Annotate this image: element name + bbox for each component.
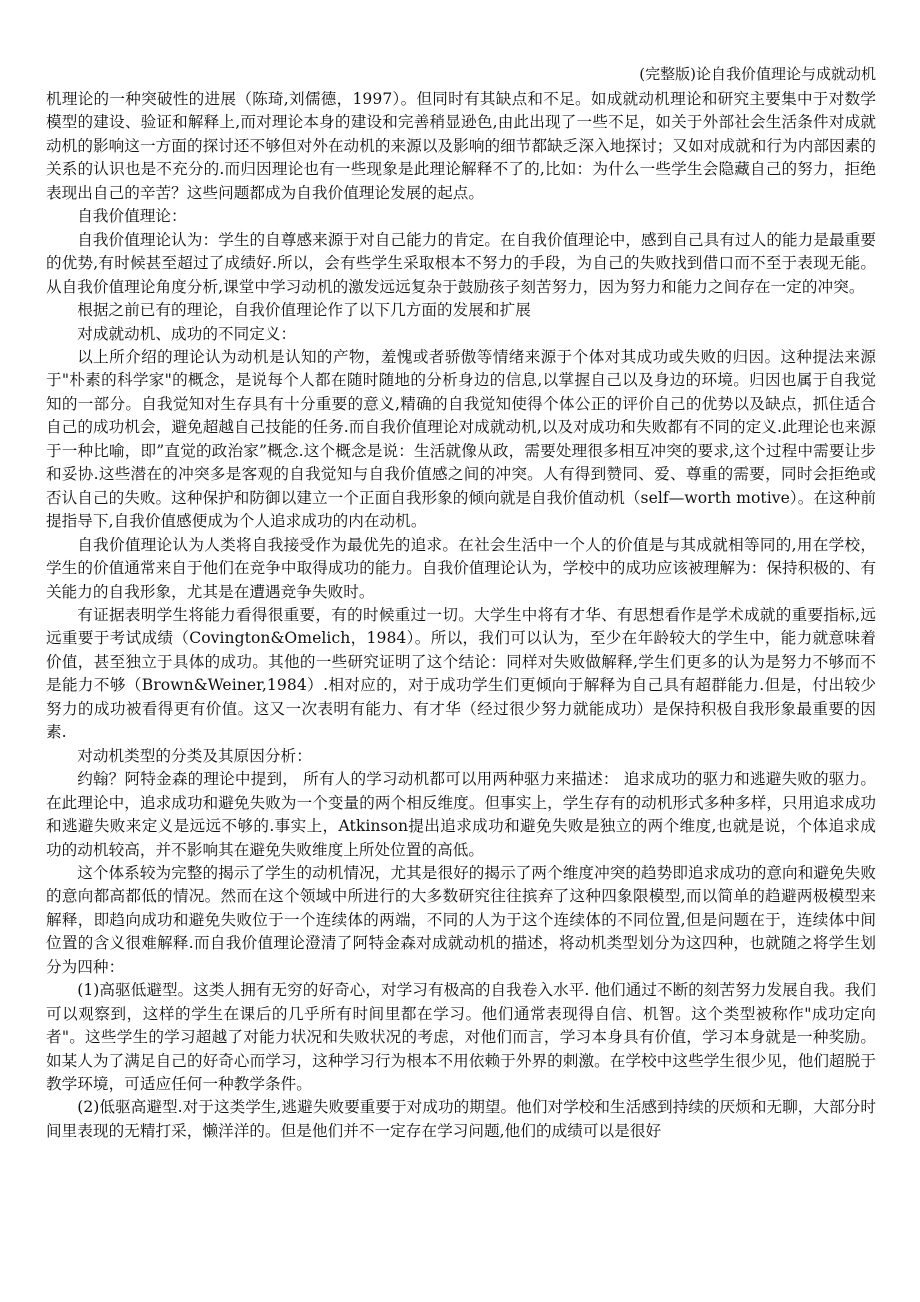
page-header-title: (完整版)论自我价值理论与成就动机 — [639, 65, 876, 83]
document-body — [46, 88, 876, 1143]
paragraph-attribution: 以上所介绍的理论认为动机是认知的产物，羞愧或者骄傲等情绪来源于个体对其成功或失败的归因。这种提法来源于"朴素的科学家"的概念，是说每个人都在随时随地的分析身边的信息,以掌握自己以及身边的环境。归因也属于自我觉知的一部分。自我觉知对生存具有十分重要的意义,精确的自我觉知使得个体公正的评价自己的优势以及缺点，抓住适合自己的成功机会，避免超越自己技能的任务.而自我价值理论对成就动机,以及对成功和失败都有不同的定义.此理论也来源于一种比喻，即”直觉的政治家”概念.这个概念是说：生活就像从政，需要处理很多相互冲突的要求,这个过程中需要让步和妥协.这些潜在的冲突多是客观的自我觉知与自我价值感之间的冲突。人有得到赞同、爱、尊重的需要，同时会拒绝或否认自己的失败。这种保护和防御以建立一个正面自我形象的倾向就是自我价值动机（self—worth motive）。在这种前提指导下,自我价值感便成为个人追求成功的内在动机。 — [46, 347, 876, 531]
paragraph-self-worth-definition: 自我价值理论认为：学生的自尊感来源于对自己能力的肯定。在自我价值理论中，感到自己具有过人的能力是最重要的优势,有时候甚至超过了成绩好.所以，会有些学生采取根本不努力的手段，为自己的失败找到借口而不至于表现无能。从自我价值理论角度分析,课堂中学习动机的激发远远复杂于鼓励孩子刻苦努力，因为努力和能力之间存在一定的冲突。 — [46, 230, 876, 296]
heading-motivation-types: 对动机类型的分类及其原因分析： — [77, 746, 312, 765]
paragraph-type-1: (1)高驱低避型。这类人拥有无穷的好奇心，对学习有极高的自我卷入水平. 他们通过不断的刻苦努力发展自我。我们可以观察到，这样的学生在课后的几乎所有时间里都在学习。他们通常表现得自信、机智。这个类型被称作"成功定向者"。这些学生的学习超越了对能力状况和失败状况的考虑，对他们而言，学习本身具有价值，学习本身就是一种奖励。如某人为了满足自己的好奇心而学习，这种学习行为根本不用依赖于外界的刺激。在学校中这些学生很少见，他们超脱于教学环境，可适应任何一种教学条件。 — [46, 981, 876, 1094]
paragraph-evidence: 有证据表明学生将能力看得很重要，有的时候重过一切。大学生中将有才华、有思想看作是学术成就的重要指标,远远重要于考试成绩（Covington&Omelich，1984）。所以，我们可以认为，至少在年龄较大的学生中，能力就意味着价值，甚至独立于具体的成功。其他的一些研究证明了这个结论：同样对失败做解释,学生们更多的认为是努力不够而不是能力不够（Brown&Weiner,1984）.相对应的，对于成功学生们更倾向于解释为自己具有超群能力.但是，付出较少努力的成功被看得更有价值。这又一次表明有能力、有才华（经过很少努力就能成功）是保持积极自我形象最重要的因素. — [46, 605, 876, 742]
paragraph-self-acceptance: 自我价值理论认为人类将自我接受作为最优先的追求。在社会生活中一个人的价值是与其成就相等同的,用在学校，学生的价值通常来自于他们在竞争中取得成功的能力。自我价值理论认为，学校中的成功应该被理解为：保持积极的、有关能力的自我形象，尤其是在遭遇竞争失败时。 — [46, 535, 876, 601]
paragraph-development-intro: 根据之前已有的理论，自我价值理论作了以下几方面的发展和扩展 — [77, 301, 531, 320]
heading-self-worth-theory: 自我价值理论： — [77, 207, 187, 226]
paragraph-intro-continued: 机理论的一种突破性的进展（陈琦,刘儒德，1997）。但同时有其缺点和不足。如成就动机理论和研究主要集中于对数学模型的建设、验证和解释上,而对理论本身的建设和完善稍显逊色,由此出现了一些不足，如关于外部社会生活条件对成就动机的影响这一方面的探讨还不够但对外在动机的来源以及影响的细节都缺乏深入地探讨；又如对成就和行为内部因素的关系的认识也是不充分的.而归因理论也有一些现象是此理论解释不了的,比如：为什么一些学生会隐藏自己的努力，拒绝表现出自己的辛苦？这些问题都成为自我价值理论发展的起点。 — [46, 90, 876, 202]
paragraph-four-quadrant: 这个体系较为完整的揭示了学生的动机情况，尤其是很好的揭示了两个维度冲突的趋势即追求成功的意向和避免失败的意向都高都低的情况。然而在这个领域中所进行的大多数研究往往摈弃了这种四象限模型,而以简单的趋避两极模型来解释，即趋向成功和避免失败位于一个连续体的两端，不同的人为于这个连续体的不同位置,但是问题在于，连续体中间位置的含义很难解释.而自我价值理论澄清了阿特金森对成就动机的描述，将动机类型划分为这四种，也就随之将学生划分为四种： — [46, 863, 876, 976]
paragraph-atkinson: 约翰？阿特金森的理论中提到， 所有人的学习动机都可以用两种驱力来描述： 追求成功的驱力和逃避失败的驱力。在此理论中，追求成功和避免失败为一个变量的两个相反维度。但事实上，学生存有的动机形式多种多样，只用追求成功和逃避失败来定义是远远不够的.事实上，Atkinson提出追求成功和避免失败是独立的两个维度,也就是说，个体追求成功的动机较高，并不影响其在避免失败维度上所处位置的高低。 — [46, 770, 876, 859]
heading-definitions: 对成就动机、成功的不同定义： — [77, 324, 297, 343]
paragraph-type-2: (2)低驱高避型.对于这类学生,逃避失败要重要于对成功的期望。他们对学校和生活感到持续的厌烦和无聊，大部分时间里表现的无精打采，懒洋洋的。但是他们并不一定存在学习问题,他们的成绩可以是很好 — [46, 1098, 876, 1140]
